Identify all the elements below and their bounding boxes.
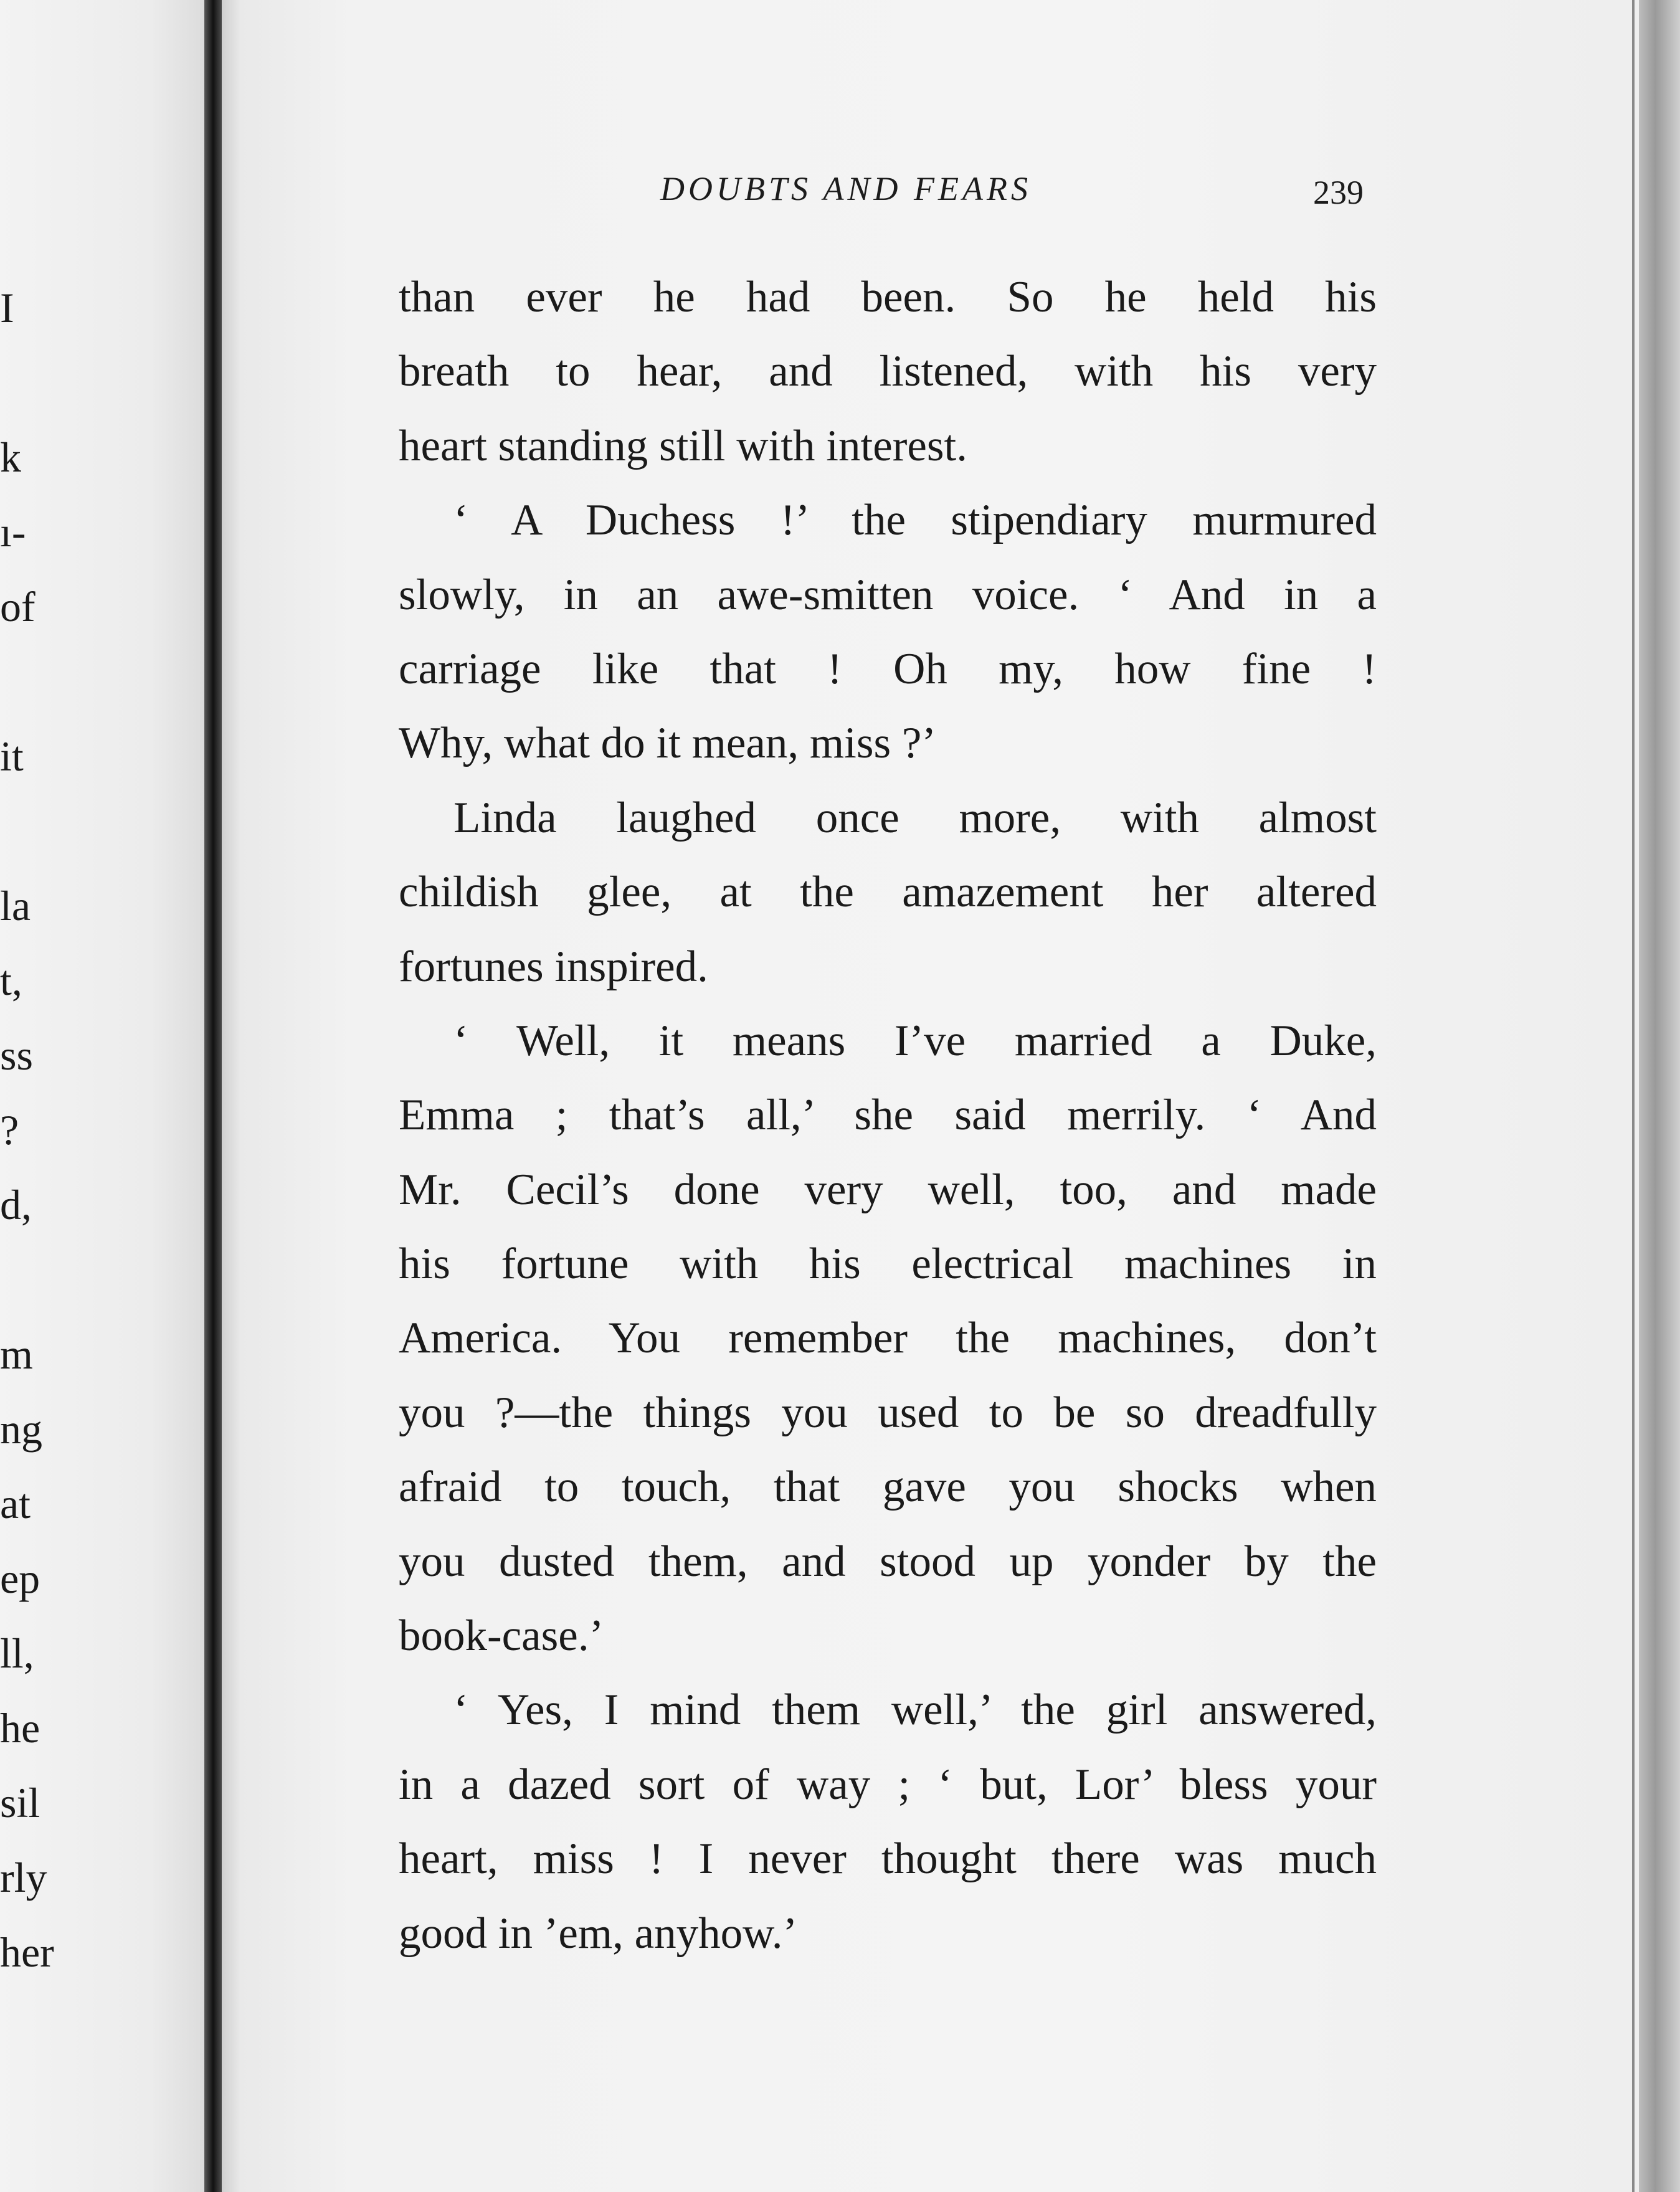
- text-line: book-case.’: [399, 1611, 604, 1661]
- text-line: ‘ Well, it means I’ve married a Duke,: [453, 1016, 1377, 1065]
- text-line: Emma ; that’s all,’ she said merrily. ‘ And: [399, 1091, 1377, 1140]
- left-page-fragment: rly: [0, 1854, 47, 1901]
- text-line: Linda laughed once more, with almost: [453, 793, 1377, 842]
- left-page-fragment: la: [0, 882, 31, 929]
- left-page-fragment: m: [0, 1331, 33, 1378]
- left-page-fragment: ll,: [0, 1630, 34, 1677]
- text-line: ‘ A Duchess !’ the stipendiary murmured: [453, 496, 1377, 545]
- left-page-fragment: ?: [0, 1106, 19, 1154]
- left-page-fragment: sil: [0, 1779, 40, 1826]
- left-page-fragment: her: [0, 1929, 54, 1976]
- left-page-fragment: t,: [0, 957, 22, 1004]
- left-page: [0, 0, 215, 2192]
- body-text: [399, 260, 1377, 1971]
- text-line: Mr. Cecil’s done very well, too, and made: [399, 1165, 1377, 1214]
- page-edge-line: [1632, 0, 1635, 2192]
- text-line: than ever he had been. So he held his: [399, 273, 1377, 321]
- left-page-fragment: ı-: [0, 508, 26, 556]
- left-page-fragment: I: [0, 284, 14, 331]
- right-page-outer-edge: [1639, 0, 1680, 2192]
- text-line: in a dazed sort of way ; ‘ but, Lor’ bless your: [399, 1760, 1377, 1809]
- running-head: DOUBTS AND FEARS: [660, 170, 1032, 207]
- book-gutter: [204, 0, 222, 2192]
- text-line: Why, what do it mean, miss ?’: [399, 719, 936, 768]
- text-line: America. You remember the machines, don’t: [399, 1314, 1377, 1363]
- text-line: breath to hear, and listened, with his very: [399, 347, 1377, 396]
- left-page-fragment: ng: [0, 1405, 42, 1453]
- text-line: you ?—the things you used to be so dreadfully: [399, 1388, 1377, 1437]
- left-page-fragment: at: [0, 1480, 31, 1527]
- page-number: 239: [1313, 174, 1364, 211]
- text-line: carriage like that ! Oh my, how fine !: [399, 644, 1377, 693]
- text-line: his fortune with his electrical machines in: [399, 1240, 1377, 1289]
- right-page-inner-edge: [222, 0, 240, 2192]
- text-line: fortunes inspired.: [399, 942, 708, 991]
- text-line: afraid to touch, that gave you shocks when: [399, 1463, 1377, 1512]
- text-line: heart, miss ! I never thought there was much: [399, 1834, 1377, 1884]
- left-page-fragment: d,: [0, 1181, 32, 1228]
- left-page-fragment: it: [0, 733, 24, 780]
- left-page-fragment: of: [0, 583, 36, 630]
- text-line: heart standing still with interest.: [399, 421, 967, 470]
- text-line: you dusted them, and stood up yonder by the: [399, 1537, 1377, 1586]
- left-page-fragment: ss: [0, 1032, 33, 1079]
- left-page-fragment: k: [0, 434, 21, 481]
- text-line: ‘ Yes, I mind them well,’ the girl answered,: [453, 1686, 1377, 1735]
- text-line: slowly, in an awe-smitten voice. ‘ And in a: [399, 570, 1377, 619]
- left-page-fragment: ep: [0, 1555, 40, 1602]
- text-line: childish glee, at the amazement her altered: [399, 868, 1377, 917]
- text-line: good in ’em, anyhow.’: [399, 1909, 798, 1958]
- left-page-fragment: he: [0, 1704, 40, 1752]
